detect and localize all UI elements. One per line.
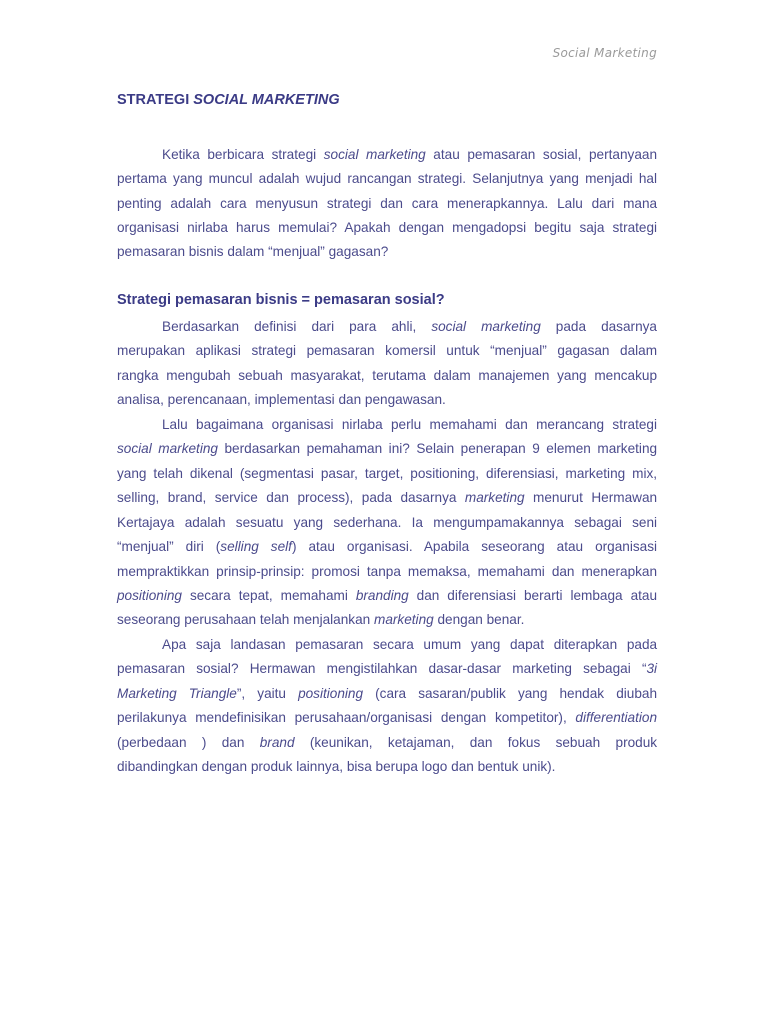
text-line — [117, 709, 657, 727]
text-word: dari — [591, 195, 615, 211]
text-word: strategi — [612, 219, 658, 235]
text-word: dan — [469, 734, 493, 750]
text-word: mengistilahkan — [326, 661, 418, 677]
text-word: bentuk — [477, 759, 519, 775]
text-line — [117, 514, 657, 532]
text-word: berarti — [524, 587, 563, 603]
text-word: sosial, — [542, 147, 582, 162]
text-word: penting — [117, 195, 162, 211]
italic-term: marketing — [366, 147, 426, 162]
text-word: Lalu — [557, 195, 583, 211]
text-word: Apakah — [344, 219, 391, 235]
text-word: dan — [416, 587, 440, 603]
text-word: para — [349, 319, 377, 334]
text-word: ( — [215, 539, 221, 555]
text-word: dengan — [201, 759, 248, 775]
text-word: penerapan — [460, 441, 526, 457]
text-word: bisa — [346, 759, 372, 775]
text-word: mengumpamakannya — [433, 514, 564, 530]
italic-term: self — [270, 539, 292, 555]
text-word: diferensiasi — [447, 587, 517, 603]
text-word: diri — [185, 539, 204, 555]
text-word: aplikasi — [195, 343, 241, 359]
text-word: fokus — [507, 734, 541, 750]
text-word: atau — [433, 147, 460, 162]
text-word: ahli, — [391, 319, 417, 334]
text-word: “menjual” — [117, 539, 174, 555]
text-word: sebagai — [574, 514, 622, 530]
italic-term: brand — [259, 734, 295, 750]
section-heading: Strategi pemasaran bisnis = pemasaran sosial? — [117, 292, 445, 308]
italic-term: differentiation — [575, 710, 658, 726]
text-word: yang — [173, 171, 203, 187]
text-word: memahami — [429, 416, 497, 432]
text-word: menjalankan — [293, 612, 371, 628]
text-word: perencanaan, — [167, 392, 251, 408]
text-word: mengadopsi — [452, 219, 527, 235]
text-word: brand, — [167, 490, 207, 506]
text-word: dan — [551, 563, 575, 579]
text-word: cara — [411, 195, 439, 211]
text-word: terutama — [372, 367, 426, 383]
text-word: pemasaran — [295, 636, 364, 652]
text-word: ini? — [388, 441, 410, 457]
text-line — [117, 489, 657, 507]
text-word: secara — [372, 636, 414, 652]
text-word: Selanjutnya — [472, 171, 544, 187]
text-word: Ketika — [162, 147, 200, 162]
text-word: pemasaran — [117, 244, 186, 260]
text-word: menerapkannya. — [447, 195, 549, 211]
text-line — [117, 538, 657, 556]
text-word: sebuah — [238, 367, 283, 383]
text-word: yang — [117, 465, 147, 481]
text-word: pada — [555, 319, 587, 334]
text-word: bagaimana — [196, 416, 264, 432]
text-word: manajemen — [478, 367, 550, 383]
text-word: seseorang — [481, 539, 545, 555]
text-word: organisasi — [117, 219, 179, 235]
text-word: menurut — [533, 490, 583, 506]
text-word: sosial? — [196, 661, 239, 677]
text-word: adalah — [184, 514, 226, 530]
text-word: dan — [338, 392, 362, 408]
text-word: telah — [259, 612, 290, 628]
text-word: pemasaran — [306, 343, 375, 359]
title-italic: SOCIAL MARKETING — [193, 92, 340, 108]
text-word: dalam — [620, 343, 658, 359]
text-word: pertanyaan — [589, 147, 658, 162]
text-word: (perbedaan — [117, 734, 187, 750]
text-line — [117, 367, 657, 385]
italic-term: branding — [355, 587, 409, 603]
text-word: organisasi. — [346, 539, 413, 555]
text-word: Berdasarkan — [162, 319, 240, 334]
text-word: ) — [201, 734, 207, 750]
text-word: produk — [250, 759, 293, 775]
text-word: diferensiasi, — [486, 465, 559, 481]
text-word: unik). — [522, 759, 556, 775]
text-word: mix, — [632, 465, 658, 481]
text-word: dasarnya — [400, 490, 457, 506]
text-word: yang — [549, 171, 579, 187]
text-word: dapat — [510, 636, 545, 652]
text-word: saja — [579, 219, 605, 235]
text-word: Hermawan — [249, 661, 316, 677]
text-word: atau — [556, 539, 584, 555]
italic-term: positioning — [298, 685, 364, 701]
text-word: diubah — [616, 685, 658, 701]
text-word: sederhana. — [333, 514, 402, 530]
text-word: atau — [308, 539, 335, 555]
text-word: dengan — [437, 612, 483, 628]
text-word: untuk — [446, 343, 480, 359]
text-word: Ia — [411, 514, 423, 530]
text-word: pemasaran — [467, 147, 536, 162]
italic-term: selling — [220, 539, 259, 555]
text-word: perlu — [391, 416, 422, 432]
text-word: memahami — [477, 563, 545, 579]
text-word: gagasan — [557, 343, 610, 359]
text-word: hal — [638, 171, 657, 187]
text-word: yaitu — [257, 685, 286, 701]
text-line — [117, 734, 657, 752]
text-word: dan — [505, 416, 528, 432]
text-word: rangka — [117, 367, 159, 383]
text-word: dengan — [440, 710, 487, 726]
text-word: atau — [630, 587, 658, 603]
text-line — [117, 243, 657, 261]
text-word: saja — [195, 636, 221, 652]
text-line — [162, 318, 657, 336]
text-word: target, — [364, 465, 404, 481]
text-word: benar. — [486, 612, 525, 628]
text-word: dasarnya — [601, 319, 657, 334]
text-word: dengan — [398, 219, 445, 235]
text-word: seseorang — [117, 612, 181, 628]
italic-term: Triangle — [188, 685, 237, 701]
text-word: seni — [632, 514, 658, 530]
text-word: mengubah — [166, 367, 231, 383]
text-word: yang — [557, 367, 587, 383]
text-word: secara — [189, 587, 231, 603]
text-word: landasan — [230, 636, 286, 652]
text-word: “ — [641, 661, 647, 677]
text-word: logo — [421, 759, 448, 775]
text-word: pemasaran — [117, 661, 186, 677]
text-word: tepat, — [238, 587, 273, 603]
text-word: sasaran/publik — [418, 685, 506, 701]
text-word: tanpa — [366, 563, 401, 579]
text-word: dan — [266, 490, 289, 506]
text-line — [117, 440, 657, 458]
text-word: hendak — [559, 685, 605, 701]
text-word: mencakup — [594, 367, 658, 383]
text-word: lainnya, — [296, 759, 344, 775]
text-word: dan — [380, 195, 403, 211]
text-word: merupakan — [117, 343, 186, 359]
text-word: dari — [311, 319, 335, 334]
text-word: yang — [293, 514, 324, 530]
text-word: “menjual” — [490, 343, 547, 359]
text-word: nirlaba — [341, 416, 383, 432]
text-word: berbicara — [207, 147, 265, 162]
text-word: strategi — [251, 343, 297, 359]
text-word: nirlaba — [187, 219, 228, 235]
text-word: ) — [291, 539, 297, 555]
text-word: perilakunya — [117, 710, 187, 726]
text-word: definisi — [254, 319, 297, 334]
text-word: telah — [153, 465, 183, 481]
text-word: dalam — [433, 367, 471, 383]
text-word: gagasan? — [328, 244, 389, 260]
text-word: pasar, — [320, 465, 358, 481]
text-word: kompetitor), — [494, 710, 567, 726]
text-word: (cara — [375, 685, 407, 701]
text-word: begitu — [534, 219, 572, 235]
text-word: process), — [297, 490, 354, 506]
text-word: marketing — [512, 661, 572, 677]
text-word: mempraktikkan — [117, 563, 210, 579]
text-word: memahami — [280, 587, 348, 603]
text-word: pengawasan. — [364, 392, 446, 408]
text-word: lembaga — [570, 587, 623, 603]
text-word: rancangan — [347, 171, 412, 187]
text-word: service — [214, 490, 258, 506]
text-word: dikenal — [189, 465, 233, 481]
text-word: yang — [517, 685, 548, 701]
text-word: umum — [423, 636, 462, 652]
italic-term: social — [117, 441, 152, 457]
text-word: masyarakat, — [290, 367, 365, 383]
text-word: dan — [221, 734, 245, 750]
text-line — [117, 465, 657, 483]
text-word: bisnis — [188, 244, 224, 260]
text-word: sebuah — [555, 734, 601, 750]
text-word: perusahaan/organisasi — [294, 710, 433, 726]
text-line — [117, 685, 657, 703]
text-word: merancang — [536, 416, 605, 432]
text-word: pertama — [117, 171, 167, 187]
italic-term: social — [323, 147, 359, 162]
text-line — [117, 563, 657, 581]
text-word: Kertajaya — [117, 514, 175, 530]
text-word: 9 — [532, 441, 540, 457]
text-word: prinsip-prinsip: — [216, 563, 305, 579]
text-word: (segmentasi — [239, 465, 314, 481]
title-plain: STRATEGI — [117, 92, 194, 108]
text-line — [117, 342, 657, 360]
text-line — [162, 146, 657, 164]
text-word: berupa — [375, 759, 418, 775]
text-word: marketing — [565, 465, 626, 481]
text-word: menerapkan — [581, 563, 658, 579]
text-word: yang — [470, 636, 501, 652]
text-line — [117, 219, 657, 237]
text-word: berdasarkan — [224, 441, 301, 457]
text-word: dasar-dasar — [428, 661, 502, 677]
text-word: cara — [220, 195, 247, 211]
text-line — [117, 170, 657, 188]
text-word: pemahaman — [306, 441, 383, 457]
text-word: produk — [615, 734, 658, 750]
text-word: pada — [361, 490, 393, 506]
text-word: strategi — [326, 195, 372, 211]
text-word: perusahaan — [184, 612, 257, 628]
text-word: strategi. — [417, 171, 467, 187]
text-word: mana — [623, 195, 658, 211]
text-word: menjadi — [585, 171, 633, 187]
text-word: Lalu — [162, 416, 188, 432]
text-word: muncul — [208, 171, 253, 187]
italic-term: social — [431, 319, 467, 334]
text-word: ”, — [236, 685, 246, 701]
text-line — [162, 636, 657, 654]
text-word: adalah — [170, 195, 212, 211]
text-word: dibandingkan — [117, 759, 198, 775]
text-line — [117, 195, 657, 213]
italic-term: marketing — [374, 612, 434, 628]
text-word: promosi — [311, 563, 360, 579]
text-word: strategi — [271, 147, 317, 162]
italic-term: marketing — [158, 441, 218, 457]
italic-term: marketing — [481, 319, 541, 334]
text-word: ketajaman, — [387, 734, 455, 750]
text-word: diterapkan — [553, 636, 618, 652]
text-word: komersil — [385, 343, 436, 359]
text-line — [162, 416, 657, 434]
text-line — [117, 660, 657, 678]
text-line — [117, 611, 657, 629]
text-word: menyusun — [255, 195, 319, 211]
running-header: Social Marketing — [552, 46, 657, 60]
text-word: analisa, — [117, 392, 164, 408]
text-word: Selain — [416, 441, 455, 457]
text-word: adalah — [258, 171, 300, 187]
text-word: (keunikan, — [309, 734, 373, 750]
page-title — [117, 92, 340, 108]
text-line — [117, 587, 657, 605]
text-word: pada — [626, 636, 658, 652]
text-word: “menjual” — [268, 244, 325, 260]
text-word: Hermawan — [591, 490, 658, 506]
text-word: memaksa, — [407, 563, 471, 579]
text-word: organisasi — [271, 416, 334, 432]
italic-term: marketing — [464, 490, 525, 506]
text-word: organisasi — [595, 539, 658, 555]
text-word: harus — [236, 219, 271, 235]
text-line — [117, 758, 657, 776]
text-word: positioning, — [410, 465, 480, 481]
italic-term: 3i — [646, 661, 658, 677]
text-word: dalam — [227, 244, 265, 260]
text-word: marketing — [597, 441, 658, 457]
text-word: sesuatu — [235, 514, 284, 530]
text-word: memulai? — [278, 219, 338, 235]
text-word: sebagai — [583, 661, 631, 677]
italic-term: Marketing — [117, 685, 177, 701]
text-word: wujud — [305, 171, 342, 187]
text-word: implementasi — [254, 392, 335, 408]
text-word: Apabila — [423, 539, 470, 555]
text-word: dan — [451, 759, 474, 775]
italic-term: positioning — [117, 587, 182, 603]
text-word: strategi — [612, 416, 657, 432]
text-word: Apa — [162, 636, 187, 652]
text-line — [117, 391, 657, 409]
text-word: mendefinisikan — [195, 710, 286, 726]
text-word: elemen — [546, 441, 591, 457]
text-word: selling, — [117, 490, 160, 506]
